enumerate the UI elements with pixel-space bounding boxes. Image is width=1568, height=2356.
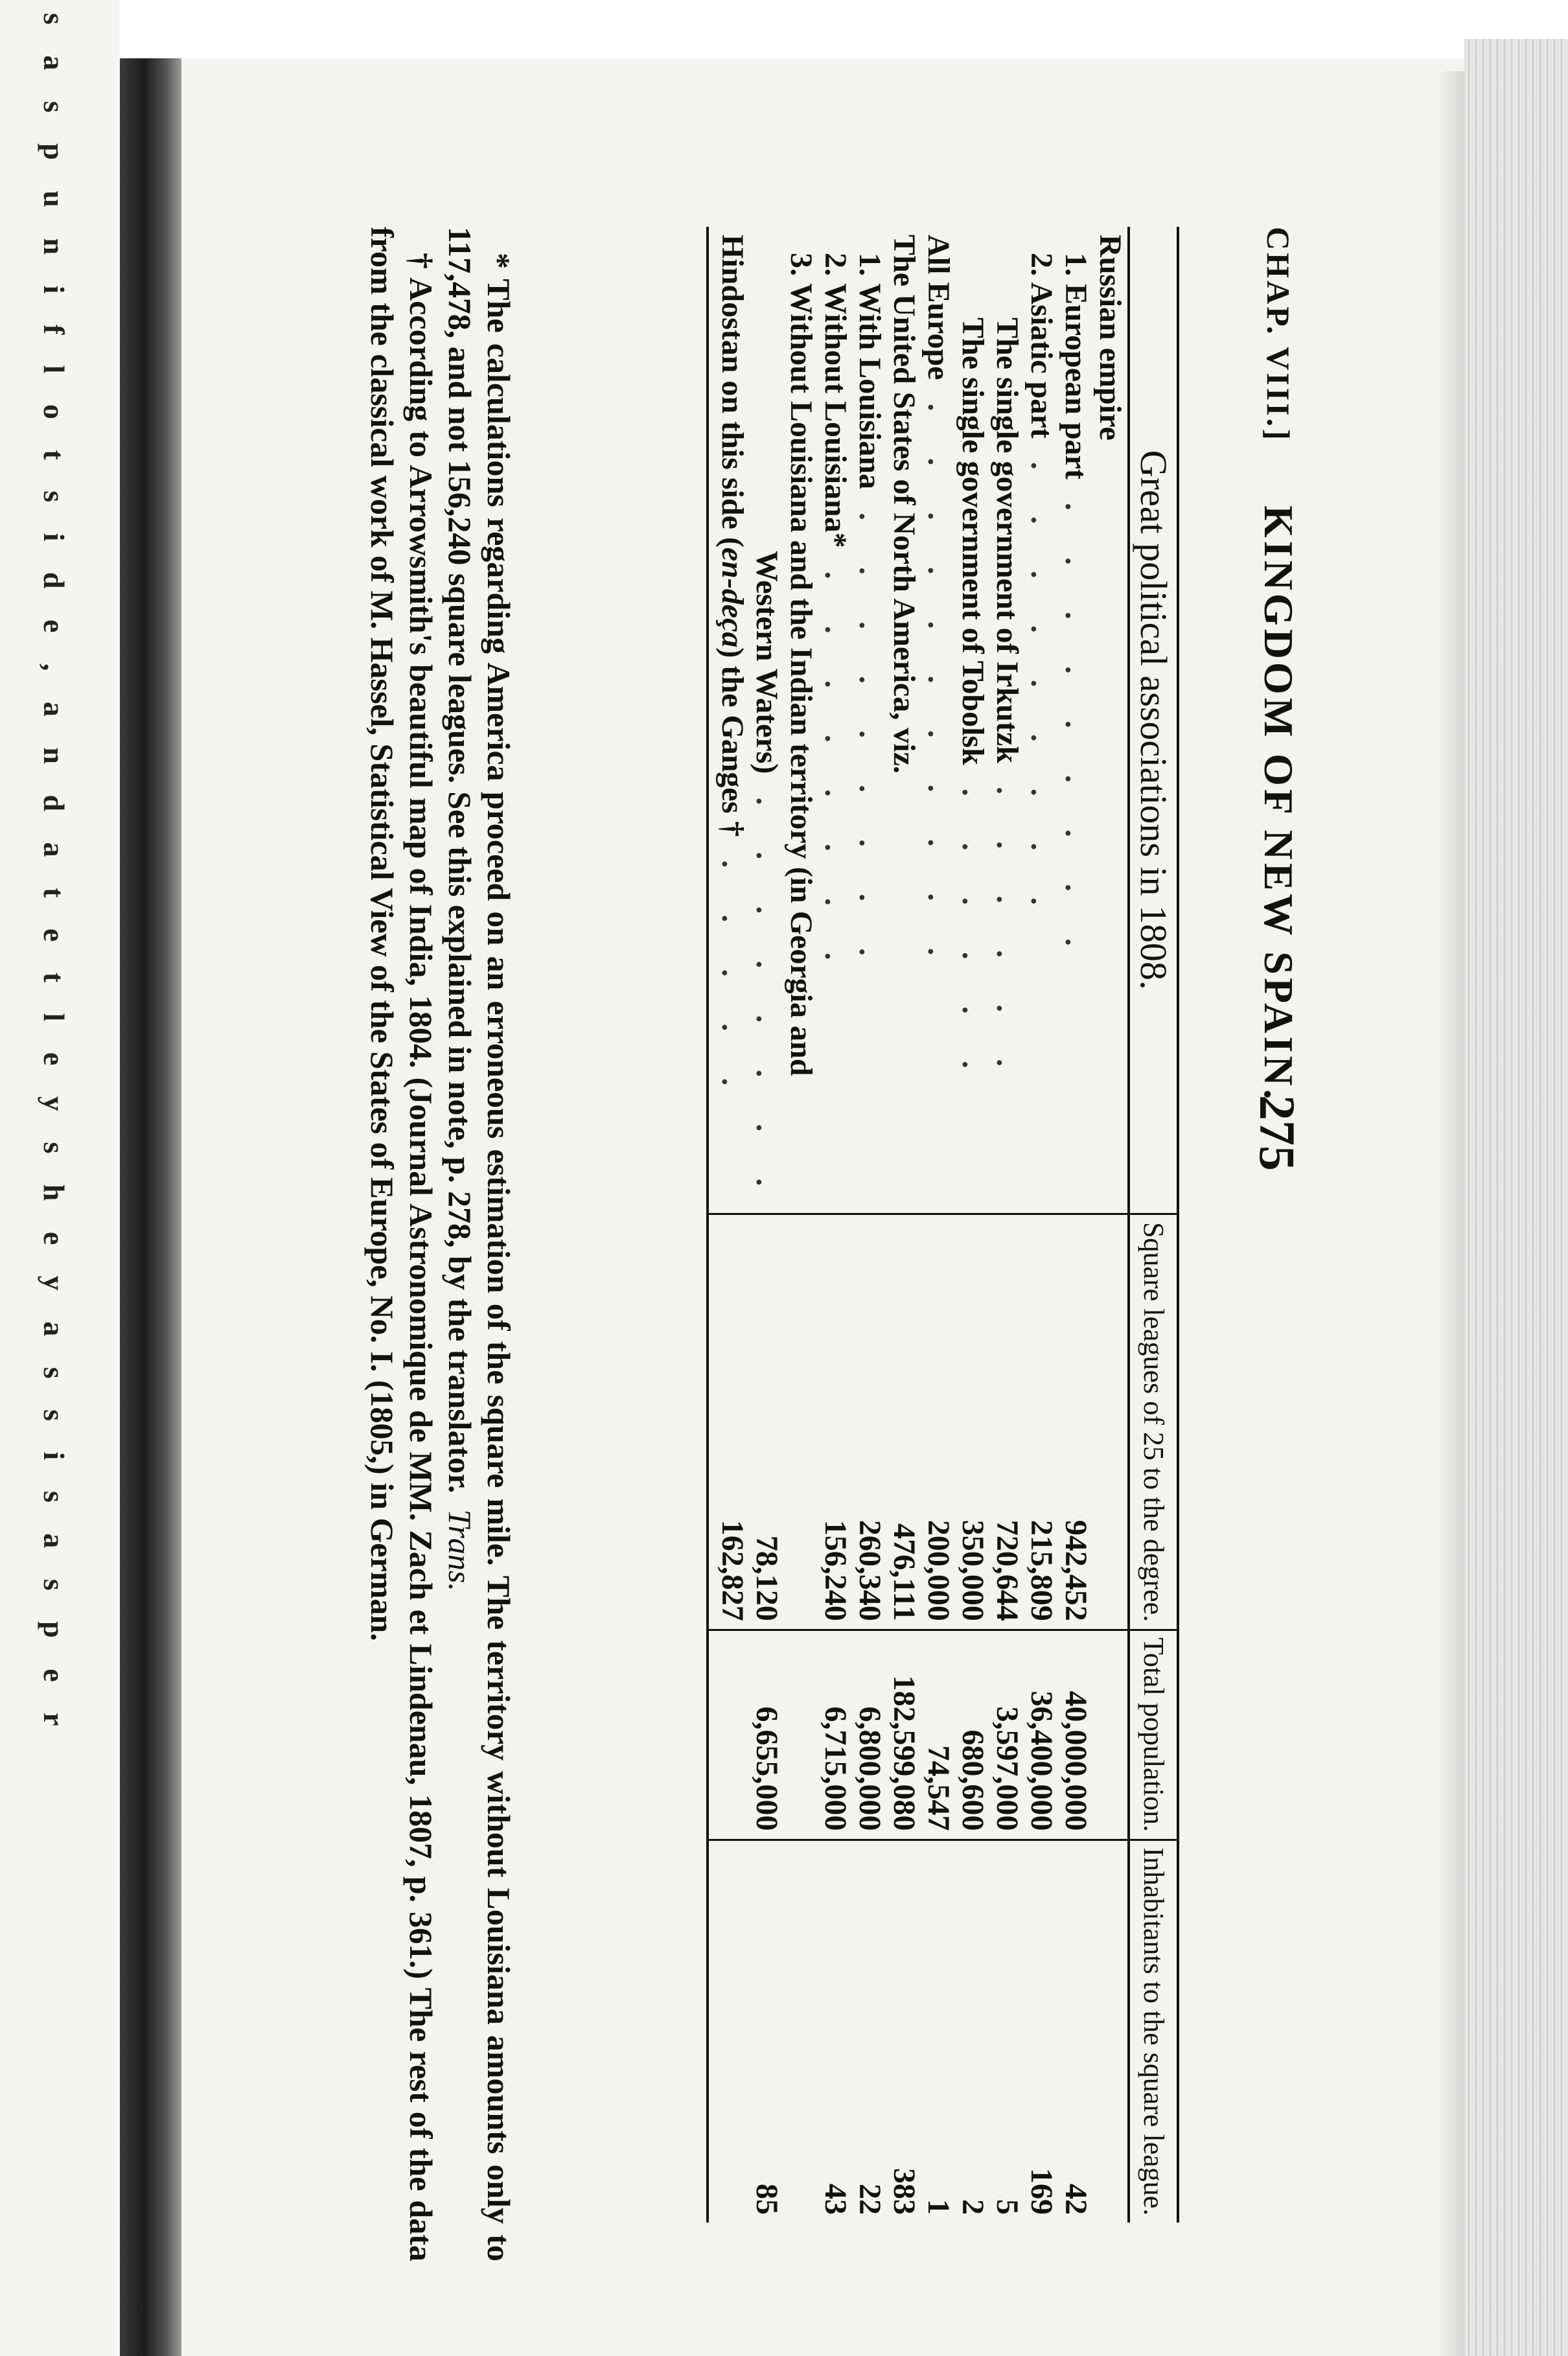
column-header-total-population: Total population. xyxy=(1129,1630,1178,1840)
row-name: 2. Asiatic part xyxy=(1024,253,1059,439)
table-row: The single government of Tobolsk . . . . . . 350,000 680,600 2 xyxy=(956,227,990,2223)
row-name: 1. European part xyxy=(1059,253,1093,479)
page-title: KINGDOM OF NEW SPAIN. xyxy=(1256,505,1302,1103)
book-gutter xyxy=(120,58,181,2356)
table-row: 2. Asiatic part . . . . . . . . . 215,809 36,400,000 169 xyxy=(1024,227,1059,2223)
leader-dots: . . . . . . . . . xyxy=(853,513,887,976)
row-name: 1. With Louisiana xyxy=(853,253,887,490)
row-name: The single government of Tobolsk xyxy=(956,318,990,765)
row-name: The single government of Irkutzk xyxy=(990,318,1024,763)
table-row: The United States of North America, viz. 476,111 182,599,080 383 xyxy=(887,227,921,2223)
leader-dots: . . . . . . . . . xyxy=(1024,461,1059,925)
footnote-1: * The calculations regarding America proceed on an erroneous estimation of the square mile. The territory without Louisiana amounts only to 117,478, and not 156,240 square leagues. See this explained in note, p. 278, by the translator. Trans. xyxy=(442,227,517,2261)
population-table xyxy=(706,227,1179,2223)
row-name: Hindostan on this side (en-deça) the Ganges † xyxy=(715,235,750,837)
column-header-inhabitants: Inhabitants to the square league. xyxy=(1129,1840,1178,2223)
table-row: All Europe . . . . . . . . . . . 200,000 74,547 1 xyxy=(921,227,956,2223)
chapter-label: CHAP. VIII.] xyxy=(1260,227,1297,443)
table-row: 1. With Louisiana . . . . . . . . . 260,340 6,800,000 22 xyxy=(853,227,887,2223)
table-row: Hindostan on this side (en-deça) the Ganges † . . . . . 162,827 xyxy=(708,227,750,2223)
table-header-row xyxy=(1129,227,1178,2223)
leader-dots: . . . . . . . . . . . xyxy=(921,403,956,975)
table-row: 1. European part . . . . . . . . . 942,452 40,000,000 42 xyxy=(1059,227,1093,2223)
footnote-2: † According to Arrowsmith's beautiful map of India, 1804. (Journal Astronomique de MM. Zach et Lindenau, 1807, p. 361.) The rest of the data from the classical work of M. Hassel, Statistical View of the States of Europe, No. I. (1805,) in German. xyxy=(364,227,439,2261)
leader-dots: . . . . . . . . xyxy=(818,571,853,980)
table-row: The single government of Irkutzk . . . . . . 720,644 3,597,000 5 xyxy=(990,227,1024,2223)
row-name: 2. Without Louisiana* xyxy=(818,253,853,548)
page-edges xyxy=(1464,39,1568,2356)
column-header-square-leagues: Square leagues of 25 to the degree. xyxy=(1129,1214,1178,1630)
table-row: 2. Without Louisiana* . . . . . . . . 156,240 6,715,000 43 xyxy=(818,227,853,2223)
table-row: Western Waters) . . . . . . . . 78,120 6,655,000 85 xyxy=(750,227,784,2223)
footnotes xyxy=(363,227,518,2261)
page-number: 275 xyxy=(1249,1095,1306,1171)
row-name: 3. Without Louisiana and the Indian territory (in Georgia and xyxy=(784,253,818,1076)
running-header xyxy=(1225,227,1309,2300)
row-name: Western Waters) xyxy=(750,551,784,774)
column-header-name: Great political associations in 1808. xyxy=(1129,227,1178,1214)
row-name: All Europe xyxy=(921,235,956,380)
leader-dots: . . . . . . xyxy=(990,786,1024,1086)
table-row xyxy=(1093,227,1129,2223)
facing-page-text: s a s p u n i f l o t s i d e , a n d a t e t l e y s h e y a s s i s a s p e r xyxy=(38,13,71,1738)
leader-dots: . . . . . xyxy=(715,860,750,1105)
translator-mark: Trans. xyxy=(442,1509,478,1591)
page-shadow xyxy=(1438,71,1464,2356)
rotated-page-content xyxy=(364,227,1309,2300)
facing-page xyxy=(0,0,120,2356)
leader-dots: . . . . . . . . xyxy=(750,797,784,1206)
table-row xyxy=(784,227,818,2223)
leader-dots: . . . . . . . . . xyxy=(1059,502,1093,965)
leader-dots: . . . . . . xyxy=(956,788,990,1088)
row-name: The United States of North America, viz. xyxy=(887,235,921,774)
row-name: Russian empire xyxy=(1093,235,1127,441)
